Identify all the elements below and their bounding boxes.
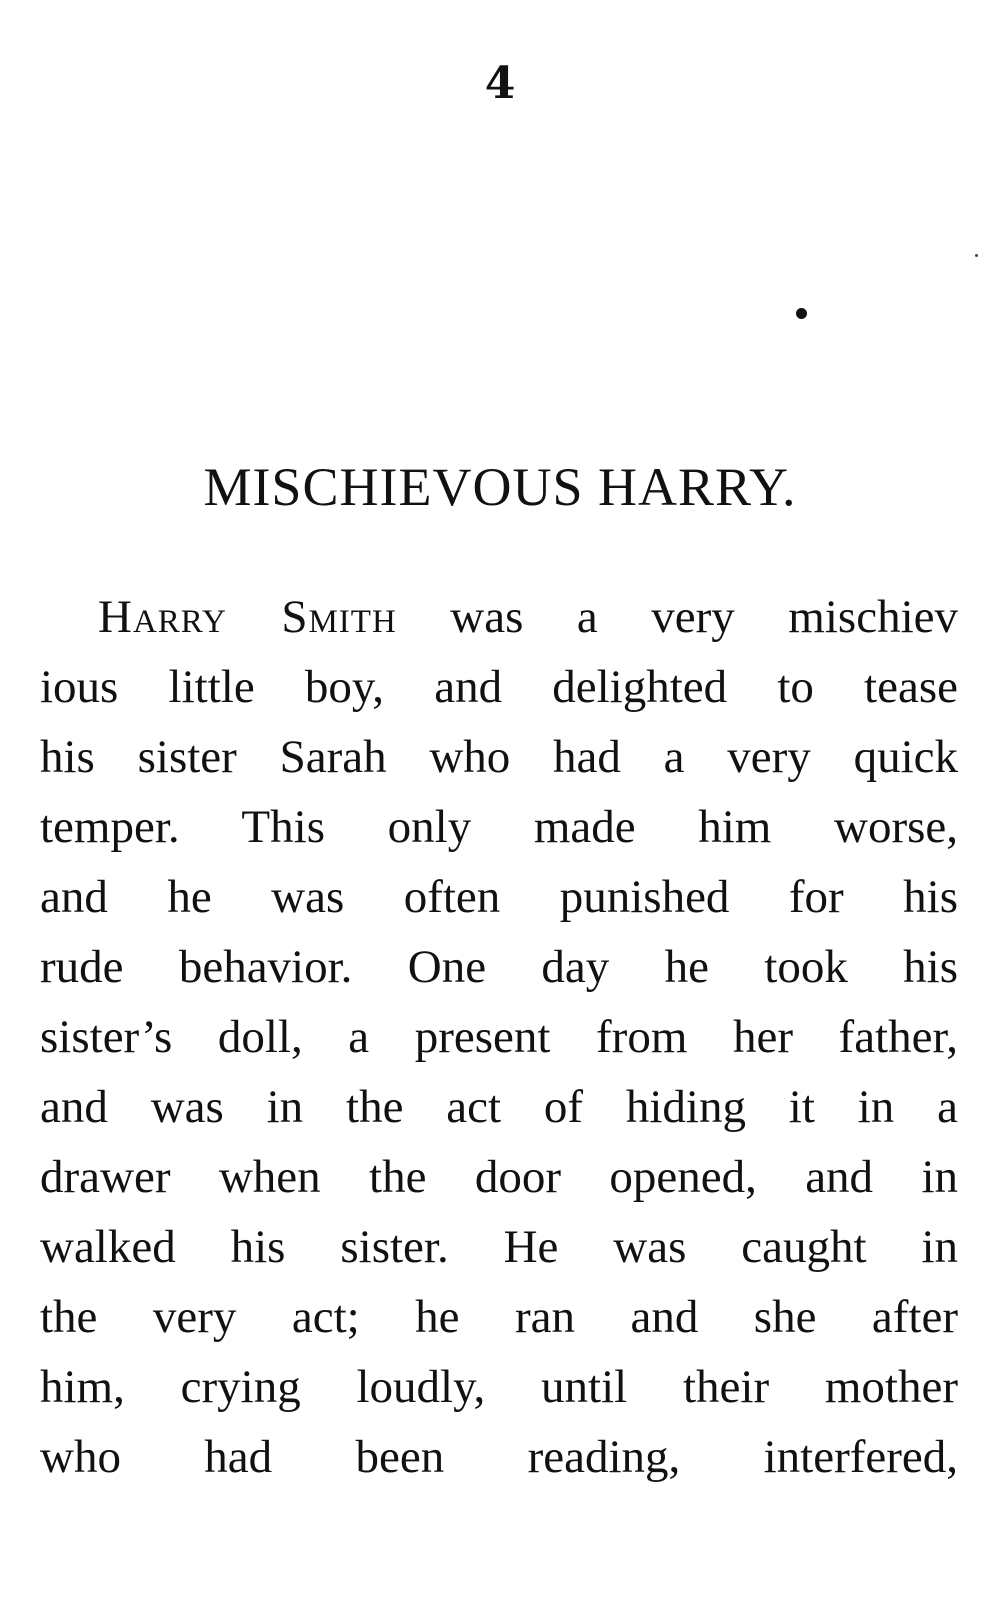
text-line-5: and he was often punished for his <box>40 871 958 923</box>
text-line-10: walked his sister. He was caught in <box>40 1221 958 1273</box>
text-line-2: ious little boy, and delighted to tease <box>40 661 958 713</box>
text-line-3: his sister Sarah who had a very quick <box>40 731 958 783</box>
text-line-1 <box>40 582 958 652</box>
text-line-6: rude behavior. One day he took his <box>40 941 958 993</box>
text-line-7: sister’s doll, a present from her father, <box>40 1011 958 1063</box>
story-text <box>40 582 958 1492</box>
ink-dot <box>796 308 807 319</box>
text-line-1-rest: was a very mischiev <box>396 591 958 643</box>
ink-speck <box>975 254 978 257</box>
chapter-title: MISCHIEVOUS HARRY. <box>203 457 797 517</box>
page-number: 4 <box>484 58 516 109</box>
opening-name: Harry Smith <box>98 591 397 643</box>
text-line-13: who had been reading, interfered, <box>40 1431 958 1483</box>
text-line-4: temper. This only made him worse, <box>40 801 958 853</box>
text-line-11: the very act; he ran and she after <box>40 1291 958 1343</box>
text-line-9: drawer when the door opened, and in <box>40 1151 958 1203</box>
text-line-8: and was in the act of hiding it in a <box>40 1081 958 1133</box>
text-line-12: him, crying loudly, until their mother <box>40 1361 958 1413</box>
